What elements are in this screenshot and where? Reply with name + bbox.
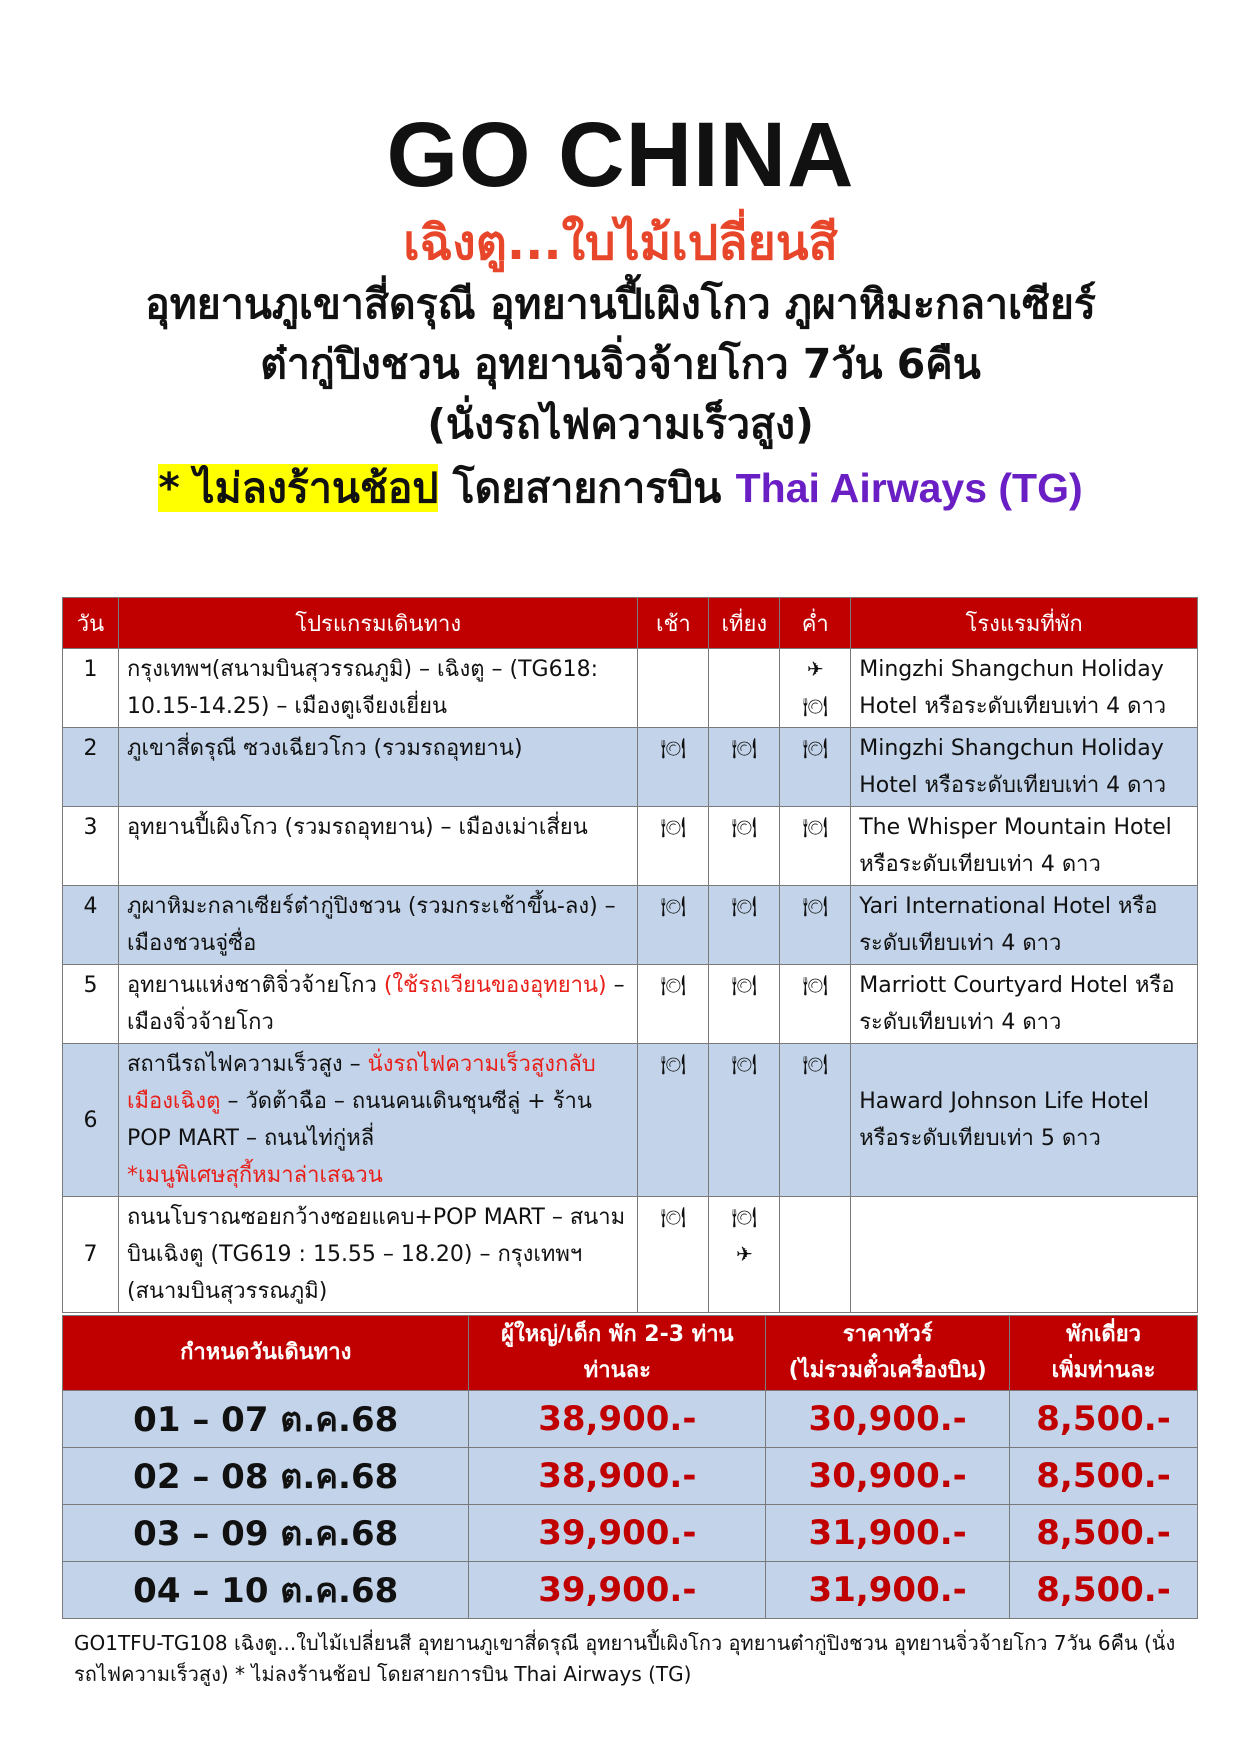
special-menu-note: *เมนูพิเศษสุกี้หมาล่าเสฉวน xyxy=(126,1163,383,1188)
tour-price: 31,900.- xyxy=(766,1505,1010,1562)
meal-icon: 🍽 xyxy=(660,1205,687,1229)
price-table xyxy=(62,1315,1198,1619)
header-adult-price xyxy=(469,1316,766,1391)
program-text: อุทยานปี้เผิงโกว (รวมรถอุทยาน) – เมืองเม่าเสี่ยน xyxy=(118,807,637,886)
day-number: 5 xyxy=(63,965,119,1044)
program-text-part: สถานีรถไฟความเร็วสูง – xyxy=(126,1052,368,1077)
program-text: ภูเขาสี่ดรุณี ซวงเฉียวโกว (รวมรถอุทยาน) xyxy=(118,728,637,807)
single-supplement: 8,500.- xyxy=(1010,1391,1198,1448)
hotel-text: Haward Johnson Life Hotel หรือระดับเทียบเท่า 5 ดาว xyxy=(851,1044,1198,1197)
meal-icon: 🍽 xyxy=(731,736,758,760)
header-tour-line-1: ราคาทัวร์ xyxy=(842,1322,933,1347)
adult-price: 39,900.- xyxy=(469,1562,766,1619)
program-text: ภูผาหิมะกลาเซียร์ต๋ากู่ปิงชวน (รวมกระเช้าขึ้น-ลง) – เมืองชวนจู่ซื่อ xyxy=(118,886,637,965)
table-row xyxy=(63,1391,1198,1448)
hotel-text: Mingzhi Shangchun Holiday Hotel หรือระดับเทียบเท่า 4 ดาว xyxy=(851,728,1198,807)
page-title: GO CHINA xyxy=(386,104,855,206)
header-breakfast: เช้า xyxy=(638,598,709,649)
single-supplement: 8,500.- xyxy=(1010,1505,1198,1562)
airline-prefix: โดยสายการบิน xyxy=(438,464,736,512)
table-row xyxy=(63,1044,1198,1197)
meal-icon: 🍽 xyxy=(731,815,758,839)
day-number: 4 xyxy=(63,886,119,965)
header-tour-price xyxy=(766,1316,1010,1391)
hotel-text: Marriott Courtyard Hotel หรือระดับเทียบเท่า 4 ดาว xyxy=(851,965,1198,1044)
table-row xyxy=(63,1448,1198,1505)
meal-icon: 🍽 xyxy=(802,815,828,839)
meal-icon: 🍽 xyxy=(660,973,687,997)
header-lunch: เที่ยง xyxy=(709,598,780,649)
headline-line-3: (นั่งรถไฟความเร็วสูง) xyxy=(427,400,814,448)
program-text-part: อุทยานแห่งชาติจิ่วจ้ายโกว xyxy=(126,973,384,998)
meal-icon: 🍽 xyxy=(731,1205,758,1229)
meal-icon: 🍽 xyxy=(660,736,687,760)
header-program: โปรแกรมเดินทาง xyxy=(118,598,637,649)
program-text: ถนนโบราณซอยกว้างซอยแคบ+POP MART – สนามบินเฉิงตู (TG619 : 15.55 – 18.20) – กรุงเทพฯ (สนามบินสุวรรณภูมิ) xyxy=(118,1197,637,1313)
price-header-row xyxy=(63,1316,1198,1391)
meal-icon: 🍽 xyxy=(660,1052,687,1076)
header-tour-line-2: (ไม่รวมตั๋วเครื่องบิน) xyxy=(788,1358,987,1383)
table-row xyxy=(63,728,1198,807)
hotel-text: Mingzhi Shangchun Holiday Hotel หรือระดับเทียบเท่า 4 ดาว xyxy=(851,649,1198,728)
travel-date: 02 – 08 ต.ค.68 xyxy=(63,1448,469,1505)
hotel-text: The Whisper Mountain Hotel หรือระดับเทียบเท่า 4 ดาว xyxy=(851,807,1198,886)
footer-code-line: GO1TFU-TG108 เฉิงตู...ใบไม้เปลี่ยนสี อุทยานภูเขาสี่ดรุณี อุทยานปี้เผิงโกว อุทยานต๋ากู่ปิงชวน อุทยานจิ่วจ้ายโกว 7วัน 6คืน (นั่งรถไฟความเร็วสูง) * ไม่ลงร้านช้อป โดยสายการบิน Thai Airways (TG) xyxy=(74,1631,1176,1686)
program-text xyxy=(118,1044,637,1197)
table-row xyxy=(63,649,1198,728)
header-day: วัน xyxy=(63,598,119,649)
airplane-icon: ✈ xyxy=(735,1242,753,1266)
tour-price: 30,900.- xyxy=(766,1448,1010,1505)
meal-icon: 🍽 xyxy=(731,1052,758,1076)
program-text-part: – เมืองจิ่วจ้ายโกว xyxy=(126,973,625,1035)
table-row xyxy=(63,1505,1198,1562)
airline-name: Thai Airways (TG) xyxy=(735,465,1083,511)
adult-price: 39,900.- xyxy=(469,1505,766,1562)
day-number: 7 xyxy=(63,1197,119,1313)
headline-line-1: อุทยานภูเขาสี่ดรุณี อุทยานปี้เผิงโกว ภูผาหิมะกลาเซียร์ xyxy=(145,280,1096,328)
no-shopping-highlight: * ไม่ลงร้านช้อป xyxy=(158,464,439,512)
meal-icon: 🍽 xyxy=(802,736,828,760)
day-number: 2 xyxy=(63,728,119,807)
hotel-text xyxy=(851,1197,1198,1313)
adult-price: 38,900.- xyxy=(469,1448,766,1505)
meal-icon: 🍽 xyxy=(660,815,687,839)
itinerary-header-row xyxy=(63,598,1198,649)
table-row xyxy=(63,807,1198,886)
travel-date: 04 – 10 ต.ค.68 xyxy=(63,1562,469,1619)
headline-line-2: ต๋ากู่ปิงชวน อุทยานจิ่วจ้ายโกว 7วัน 6คืน xyxy=(260,340,981,388)
page-subtitle: เฉิงตู...ใบไม้เปลี่ยนสี xyxy=(403,215,838,271)
day-number: 3 xyxy=(63,807,119,886)
single-supplement: 8,500.- xyxy=(1010,1562,1198,1619)
meal-icon: 🍽 xyxy=(802,894,828,918)
meal-icon: 🍽 xyxy=(802,973,828,997)
header-hotel: โรงแรมที่พัก xyxy=(851,598,1198,649)
headline-line-4 xyxy=(0,458,1241,518)
table-row xyxy=(63,1197,1198,1313)
meal-icon: 🍽 xyxy=(731,894,758,918)
program-highlight: (ใช้รถเวียนของอุทยาน) xyxy=(383,973,607,998)
airplane-icon: ✈ xyxy=(806,657,824,681)
header-single-line-1: พักเดี่ยว xyxy=(1066,1322,1141,1347)
table-row xyxy=(63,1562,1198,1619)
table-row xyxy=(63,965,1198,1044)
meal-icon: 🍽 xyxy=(660,894,687,918)
tour-price: 30,900.- xyxy=(766,1391,1010,1448)
meal-icon: 🍽 xyxy=(802,1052,828,1076)
tour-price: 31,900.- xyxy=(766,1562,1010,1619)
hotel-text: Yari International Hotel หรือระดับเทียบเท่า 4 ดาว xyxy=(851,886,1198,965)
day-number: 6 xyxy=(63,1044,119,1197)
header-travel-date: กำหนดวันเดินทาง xyxy=(63,1316,469,1391)
program-highlight: นั่งรถไฟความเร็วสูงกลับเมืองเฉิงตู xyxy=(126,1052,596,1114)
travel-date: 03 – 09 ต.ค.68 xyxy=(63,1505,469,1562)
single-supplement: 8,500.- xyxy=(1010,1448,1198,1505)
header-dinner: ค่ำ xyxy=(780,598,851,649)
header-adult-line-2: ท่านละ xyxy=(583,1358,651,1383)
adult-price: 38,900.- xyxy=(469,1391,766,1448)
itinerary-table xyxy=(62,597,1198,1313)
header-adult-line-1: ผู้ใหญ่/เด็ก พัก 2-3 ท่าน xyxy=(501,1322,734,1347)
meal-icon: 🍽 xyxy=(802,694,828,718)
day-number: 1 xyxy=(63,649,119,728)
travel-date: 01 – 07 ต.ค.68 xyxy=(63,1391,469,1448)
header-single-line-2: เพิ่มท่านละ xyxy=(1051,1358,1156,1383)
program-text-part: – วัดต้าฉือ – ถนนคนเดินชุนซีลู่ + ร้าน POP MART – ถนนไท่กู่หลี่ xyxy=(126,1089,592,1151)
program-text xyxy=(118,965,637,1044)
header-single-supplement xyxy=(1010,1316,1198,1391)
table-row xyxy=(63,886,1198,965)
header xyxy=(0,100,1241,518)
program-text: กรุงเทพฯ(สนามบินสุวรรณภูมิ) – เฉิงตู – (TG618: 10.15-14.25) – เมืองตูเจียงเยี่ยน xyxy=(118,649,637,728)
meal-icon: 🍽 xyxy=(731,973,758,997)
